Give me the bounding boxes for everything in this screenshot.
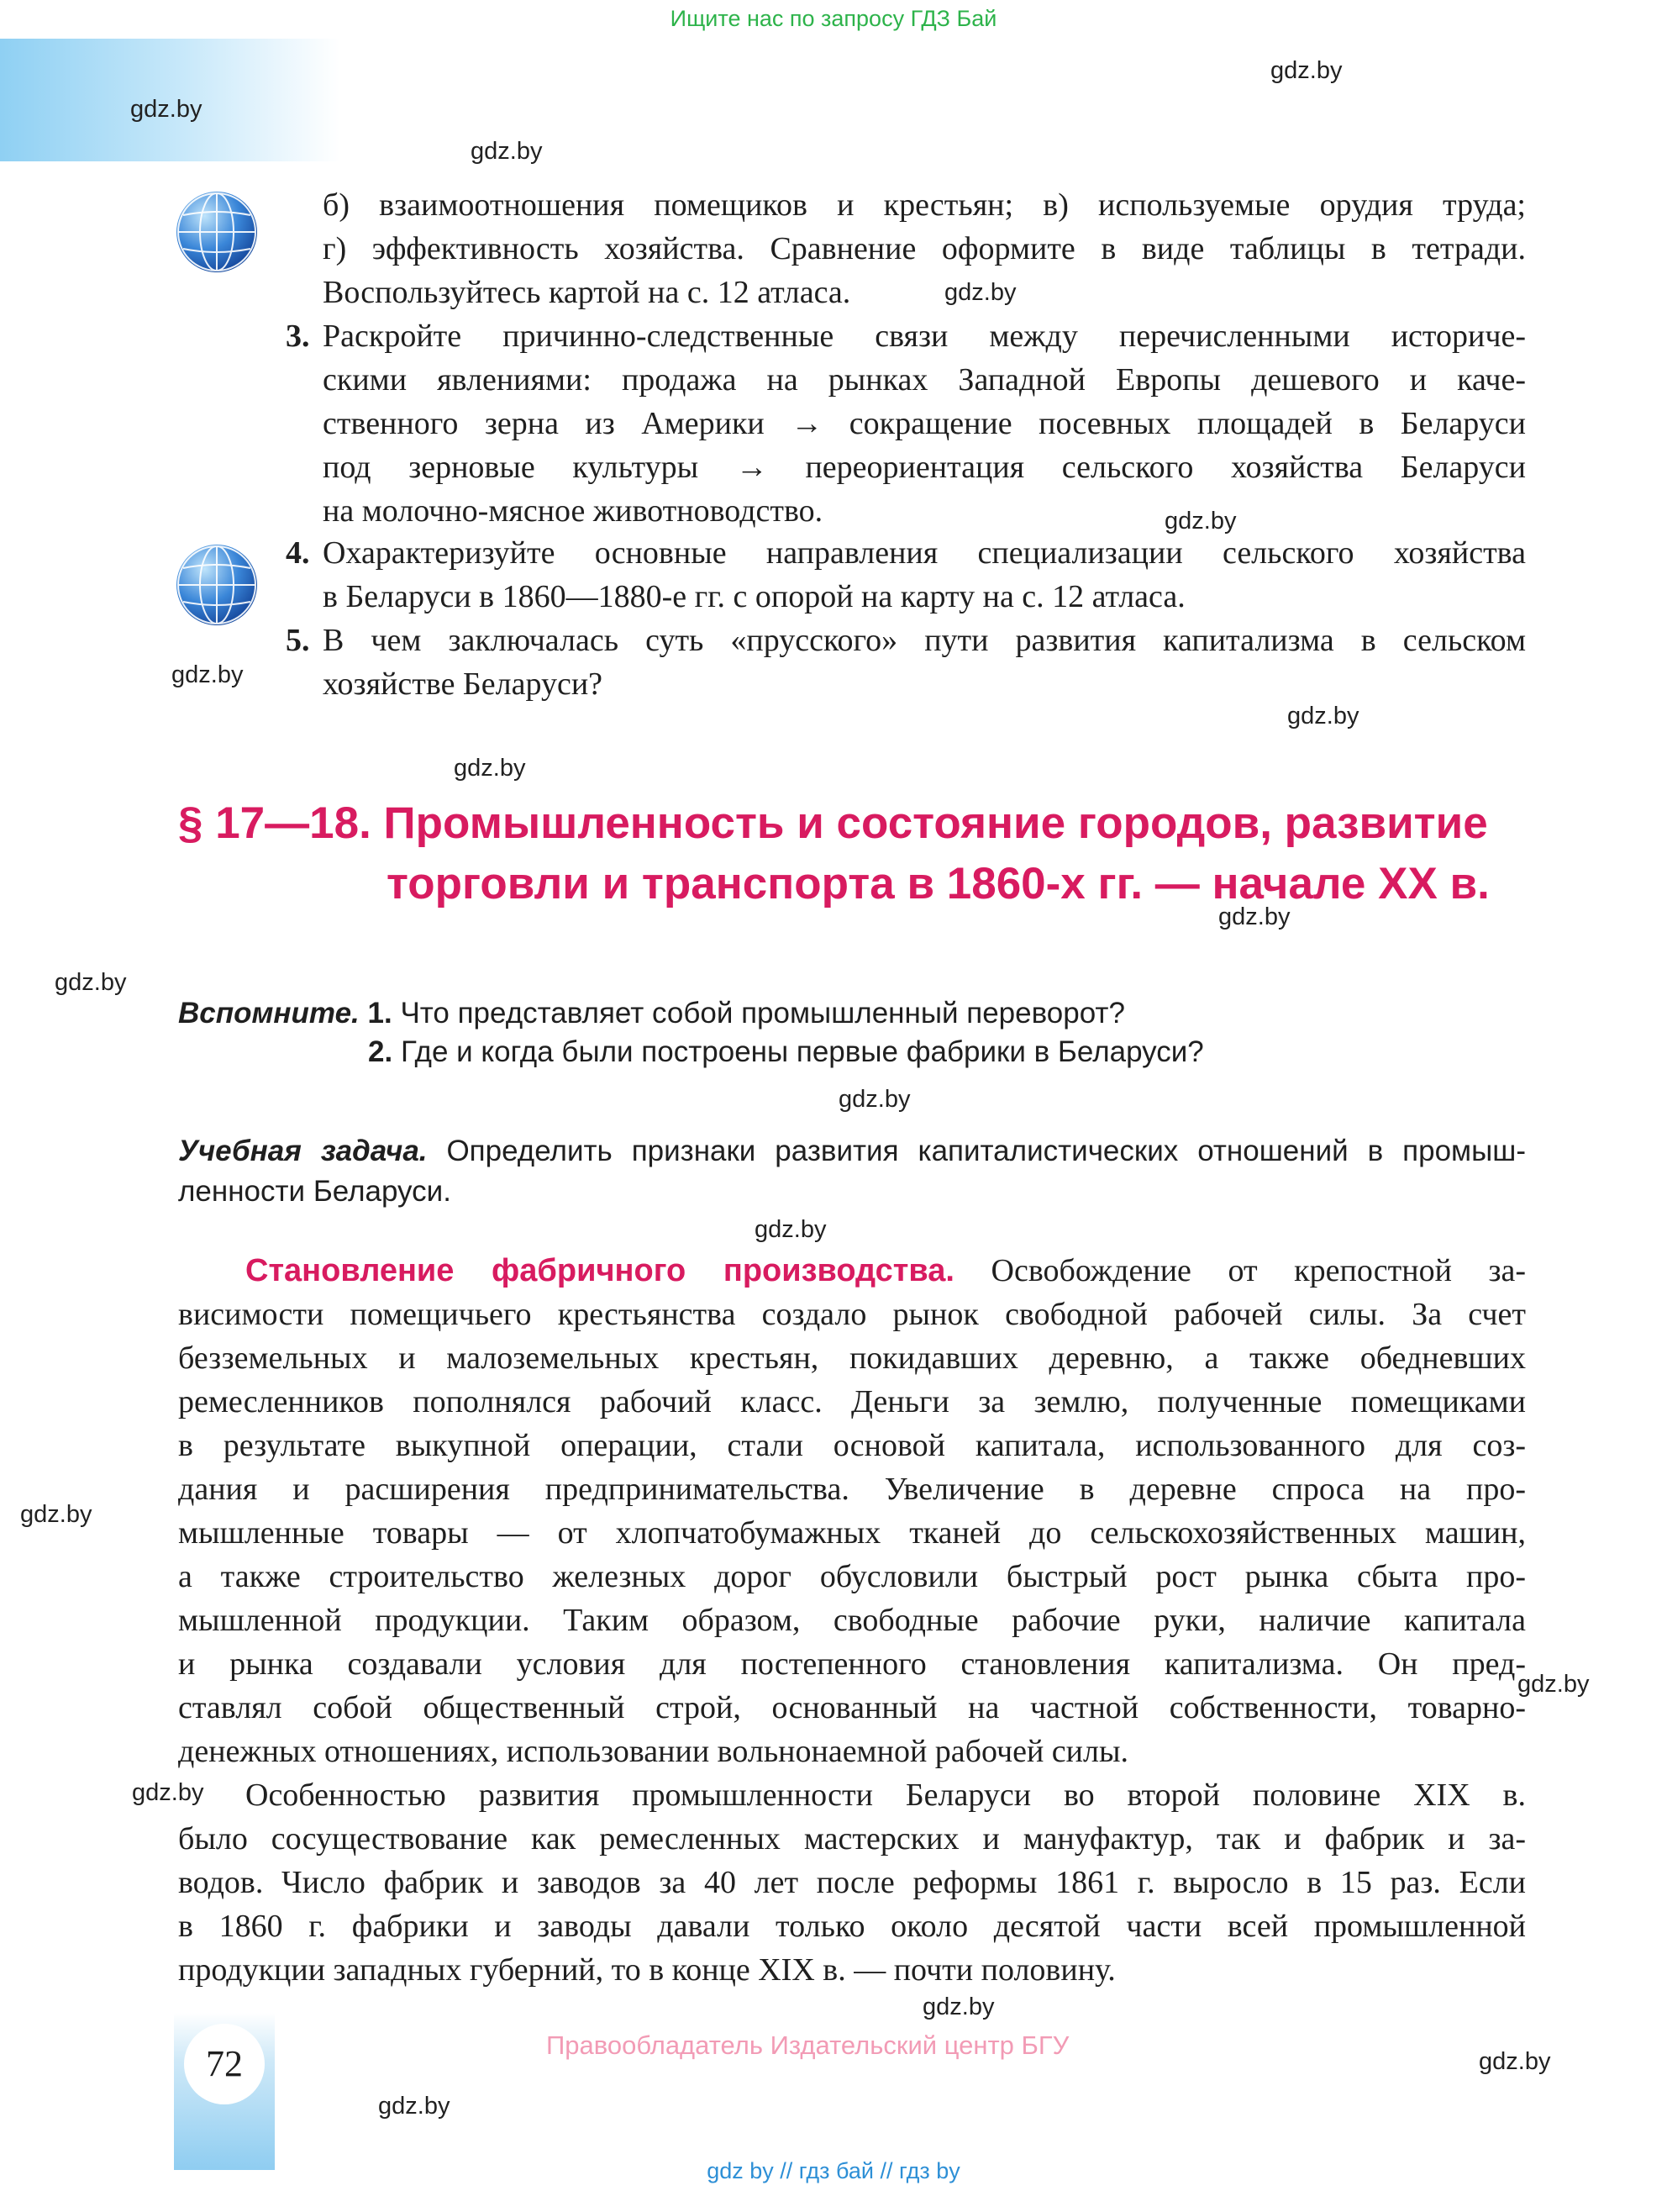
text-line: висимости помещичьего крестьянства создало рынок свободной рабочей силы. За счет <box>178 1297 1526 1332</box>
recall-q1-number: 1. <box>367 997 392 1030</box>
text-line: было сосуществование как ремесленных мастерских и мануфактур, так и фабрик и за- <box>178 1821 1526 1856</box>
question-3-number: 3. <box>286 319 310 354</box>
question-5-number: 5. <box>286 623 310 658</box>
globe-icon <box>175 190 259 274</box>
watermark: gdz.by <box>454 755 526 782</box>
task-line-2: ленности Беларуси. <box>178 1175 451 1208</box>
paragraph-2 <box>178 1773 1526 1992</box>
watermark: gdz.by <box>944 279 1017 306</box>
text-line: Освобождение от крепостной за- <box>991 1253 1526 1288</box>
text-line: скими явлениями: продажа на рынках Западной Европы дешевого и каче- <box>323 362 1526 398</box>
recall-label: Вспомните. <box>178 997 360 1030</box>
section-heading-line-1: § 17—18. Промышленность и состояние городов, развитие <box>178 798 1488 848</box>
text-line: в 1860 г. фабрики и заводы давали только около десятой части всей промышленной <box>178 1909 1526 1944</box>
text-line: ственного зерна из Америки → сокращение посевных площадей в Беларуси <box>323 406 1526 441</box>
watermark: gdz.by <box>1218 903 1291 930</box>
section-heading-line-2: торговли и транспорта в 1860-х гг. — начале XX в. <box>387 859 1490 908</box>
text-line: продукции западных губерний, то в конце XIX в. — почти половину. <box>178 1952 1116 1988</box>
bottom-links[interactable]: gdz by // гдз бай // гдз by <box>707 2158 960 2183</box>
watermark: gdz.by <box>1479 2048 1551 2075</box>
watermark: gdz.by <box>1165 508 1237 535</box>
recall-block <box>178 993 1125 1034</box>
text-line: в Беларуси в 1860—1880-е гг. с опорой на карту на с. 12 атласа. <box>323 579 1186 614</box>
text-line: водов. Число фабрик и заводов за 40 лет после реформы 1861 г. выросло в 15 раз. Если <box>178 1865 1526 1900</box>
copyright-footer: Правообладатель Издательский центр БГУ <box>546 2030 1070 2060</box>
watermark: gdz.by <box>55 969 127 996</box>
recall-q2-number: 2. <box>368 1035 393 1068</box>
task-text: Определить признаки развития капиталистических отношений в промыш- <box>446 1135 1526 1167</box>
task-line <box>178 1131 1526 1172</box>
text-line: г) эффективность хозяйства. Сравнение оформите в виде таблицы в тетради. <box>323 231 1526 266</box>
watermark: gdz.by <box>755 1216 827 1243</box>
text-line: Раскройте причинно-следственные связи между перечисленными историче- <box>323 319 1526 354</box>
text-line: в результате выкупной операции, стали основой капитала, использованного для соз- <box>178 1428 1526 1463</box>
text-line: мышленной продукции. Таким образом, свободные рабочие руки, наличие капитала <box>178 1603 1526 1638</box>
recall-q1: Что представляет собой промышленный переворот? <box>400 997 1125 1030</box>
text-line: дания и расширения предпринимательства. Увеличение в деревне спроса на про- <box>178 1472 1526 1507</box>
text-line: под зерновые культуры → переориентация сельского хозяйства Беларуси <box>323 450 1526 485</box>
globe-icon <box>175 543 259 627</box>
question-5 <box>323 619 1526 706</box>
text-line: безземельных и малоземельных крестьян, покидавших деревню, а также обедневших <box>178 1340 1526 1376</box>
watermark: gdz.by <box>471 138 543 165</box>
question-4-number: 4. <box>286 535 310 571</box>
learning-task <box>178 1131 1526 1212</box>
text-line: мышленные товары — от хлопчатобумажных тканей до сельскохозяйственных машин, <box>178 1515 1526 1551</box>
text-line: ставлял собой общественный строй, основанный на частной собственности, товарно- <box>178 1690 1526 1725</box>
text-line: В чем заключалась суть «прусского» пути развития капитализма в сельском <box>323 623 1526 658</box>
text-line: денежных отношениях, использовании вольнонаемной рабочей силы. <box>178 1734 1129 1769</box>
paragraph-subheading: Становление фабричного производства. <box>245 1253 954 1288</box>
text-line: хозяйстве Беларуси? <box>323 666 603 702</box>
watermark: gdz.by <box>1287 703 1359 729</box>
text-line: Особенностью развития промышленности Беларуси во второй половине XIX в. <box>245 1778 1526 1813</box>
watermark: gdz.by <box>378 2093 450 2120</box>
paragraph-first-line <box>178 1249 1526 1293</box>
question-4 <box>323 531 1526 619</box>
question-2-continuation <box>323 183 1526 314</box>
watermark: gdz.by <box>132 1779 204 1806</box>
watermark: gdz.by <box>1270 57 1343 84</box>
watermark: gdz.by <box>171 661 244 688</box>
recall-block-2 <box>368 1032 1204 1072</box>
text-line: б) взаимоотношения помещиков и крестьян; в) используемые орудия труда; <box>323 187 1526 223</box>
paragraph-1 <box>178 1249 1526 1773</box>
text-line: на молочно-мясное животноводство. <box>323 493 823 529</box>
watermark: gdz.by <box>20 1501 92 1528</box>
recall-q2: Где и когда были построены первые фабрики в Беларуси? <box>400 1035 1204 1068</box>
text-line: Воспользуйтесь картой на с. 12 атласа. <box>323 275 851 310</box>
watermark: gdz.by <box>130 96 202 123</box>
watermark: gdz.by <box>839 1086 911 1113</box>
task-label: Учебная задача. <box>178 1135 428 1167</box>
question-3 <box>323 314 1526 533</box>
text-line: Охарактеризуйте основные направления специализации сельского хозяйства <box>323 535 1526 571</box>
text-line: и рынка создавали условия для постепенного становления капитализма. Он пред- <box>178 1646 1526 1682</box>
watermark: gdz.by <box>923 1993 995 2020</box>
text-line: а также строительство железных дорог обусловили быстрый рост рынка сбыта про- <box>178 1559 1526 1594</box>
watermark: gdz.by <box>1517 1671 1590 1698</box>
page-number: 72 <box>184 2024 265 2104</box>
top-banner[interactable]: Ищите нас по запросу ГДЗ Бай <box>670 6 997 31</box>
text-line: ремесленников пополнялся рабочий класс. Деньги за землю, полученные помещиками <box>178 1384 1526 1419</box>
